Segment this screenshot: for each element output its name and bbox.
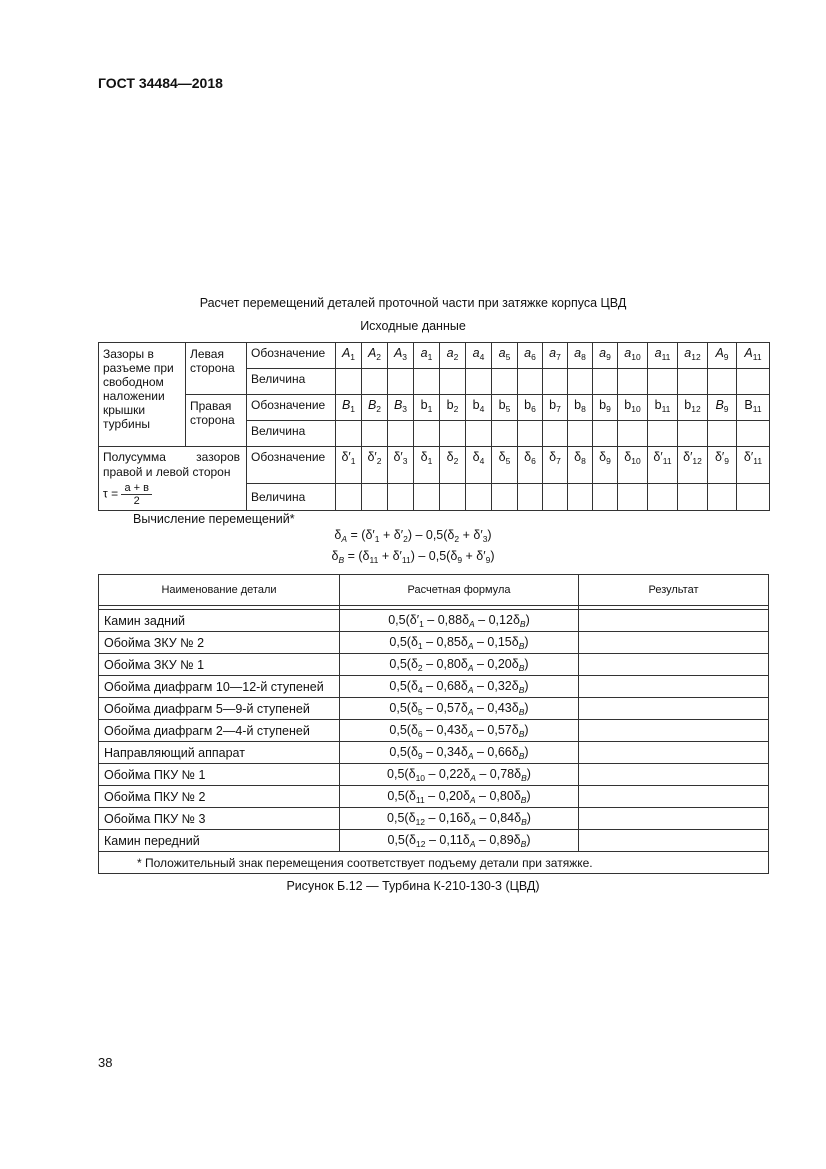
symbol-cell: $B_1$ xyxy=(336,395,362,421)
left-side-label: Левая сторона xyxy=(186,343,247,395)
value-cell xyxy=(593,484,618,511)
symbol-cell: $A_3$ xyxy=(388,343,414,369)
value-cell xyxy=(336,484,362,511)
value-cell xyxy=(593,369,618,395)
value-cell xyxy=(492,421,518,447)
symbol-cell: $a_9$ xyxy=(593,343,618,369)
value-cell xyxy=(618,369,648,395)
table-row xyxy=(99,786,769,808)
symbol-cell: $\delta'_{11}$ xyxy=(737,447,770,484)
value-cell xyxy=(336,421,362,447)
value-cell xyxy=(492,369,518,395)
symbol-cell: $\delta'_9$ xyxy=(708,447,737,484)
left-designation-row xyxy=(99,343,770,369)
designation-label: Обозначение xyxy=(247,447,336,484)
value-cell xyxy=(466,421,492,447)
part-formula: $0,5(\delta_1 - 0,85\delta_A - 0,15\delta_B)$ xyxy=(340,632,579,654)
value-cell xyxy=(518,484,543,511)
symbol-cell: $\delta_5$ xyxy=(492,447,518,484)
symbol-cell: $B_{11}$ xyxy=(737,395,770,421)
part-name: Камин передний xyxy=(99,830,340,852)
tau-numerator: a + в xyxy=(121,482,152,495)
formula-delta-a: $\delta_A = (\delta'_1 + \delta'_2) - 0,5(\delta_2 + \delta'_3)$ xyxy=(334,528,492,544)
designation-label: Обозначение xyxy=(247,343,336,369)
table-row xyxy=(99,610,769,632)
value-cell xyxy=(362,369,388,395)
symbol-cell: $B_9$ xyxy=(708,395,737,421)
value-cell xyxy=(568,421,593,447)
calc-title: Вычисление перемещений* xyxy=(133,512,295,526)
value-cell xyxy=(388,369,414,395)
symbol-cell: $\delta'_{12}$ xyxy=(678,447,708,484)
part-formula: $0,5(\delta'_1 - 0,88\delta_A - 0,12\delta_B)$ xyxy=(340,610,579,632)
value-cell xyxy=(388,421,414,447)
symbol-cell: $b_6$ xyxy=(518,395,543,421)
table-row xyxy=(99,808,769,830)
value-cell xyxy=(708,421,737,447)
symbol-cell: $a_{10}$ xyxy=(618,343,648,369)
part-result xyxy=(579,676,769,698)
tau-denominator: 2 xyxy=(133,495,140,507)
value-cell xyxy=(388,484,414,511)
value-label: Величина xyxy=(247,421,336,447)
gap-group-label: Зазоры в разъеме при свободном наложении крышки турбины xyxy=(99,343,186,447)
value-cell xyxy=(618,421,648,447)
symbol-cell: $\delta_{10}$ xyxy=(618,447,648,484)
symbol-cell: $b_{11}$ xyxy=(648,395,678,421)
part-formula: $0,5(\delta_{12} - 0,11\delta_A - 0,89\delta_B)$ xyxy=(340,830,579,852)
part-formula: $0,5(\delta_{12} - 0,16\delta_A - 0,84\delta_B)$ xyxy=(340,808,579,830)
symbol-cell: $a_8$ xyxy=(568,343,593,369)
table-row xyxy=(99,698,769,720)
value-cell xyxy=(648,369,678,395)
part-result xyxy=(579,698,769,720)
table-row xyxy=(99,720,769,742)
part-formula: $0,5(\delta_5 - 0,57\delta_A - 0,43\delta_B)$ xyxy=(340,698,579,720)
value-cell xyxy=(362,421,388,447)
table-row xyxy=(99,830,769,852)
part-name: Обойма ПКУ № 3 xyxy=(99,808,340,830)
symbol-cell: $\delta'_1$ xyxy=(336,447,362,484)
value-cell xyxy=(568,369,593,395)
value-cell xyxy=(518,369,543,395)
tau-fraction xyxy=(121,482,152,507)
table-row xyxy=(99,742,769,764)
symbol-cell: $a_2$ xyxy=(440,343,466,369)
value-cell xyxy=(648,421,678,447)
table-caption: Расчет перемещений деталей проточной части при затяжке корпуса ЦВД xyxy=(199,296,627,310)
value-cell xyxy=(362,484,388,511)
symbol-cell: $b_4$ xyxy=(466,395,492,421)
value-cell xyxy=(593,421,618,447)
input-data-table xyxy=(98,342,770,511)
part-result xyxy=(579,654,769,676)
value-cell xyxy=(708,369,737,395)
symbol-cell: $a_5$ xyxy=(492,343,518,369)
part-result xyxy=(579,786,769,808)
part-name: Камин задний xyxy=(99,610,340,632)
document-header: ГОСТ 34484—2018 xyxy=(98,75,223,91)
figure-caption: Рисунок Б.12 — Турбина К-210-130-3 (ЦВД) xyxy=(286,879,540,893)
part-formula: $0,5(\delta_{10} - 0,22\delta_A - 0,78\delta_B)$ xyxy=(340,764,579,786)
symbol-cell: $b_8$ xyxy=(568,395,593,421)
symbol-cell: $\delta_2$ xyxy=(440,447,466,484)
value-cell xyxy=(414,421,440,447)
footnote: * Положительный знак перемещения соответствует подъему детали при затяжке. xyxy=(99,852,769,874)
part-result xyxy=(579,764,769,786)
designation-label: Обозначение xyxy=(247,395,336,421)
part-formula: $0,5(\delta_9 - 0,34\delta_A - 0,66\delta_B)$ xyxy=(340,742,579,764)
symbol-cell: $a_4$ xyxy=(466,343,492,369)
value-cell xyxy=(618,484,648,511)
part-result xyxy=(579,720,769,742)
table-row xyxy=(99,632,769,654)
col-header-part-name: Наименование детали xyxy=(99,575,340,606)
half-sum-cell xyxy=(99,447,247,511)
symbol-cell: $\delta'_3$ xyxy=(388,447,414,484)
value-cell xyxy=(492,484,518,511)
formula-delta-b: $\delta_B = (\delta_{11} + \delta'_{11}) - 0,5(\delta_9 + \delta'_9)$ xyxy=(331,549,495,565)
part-name: Обойма ЗКУ № 2 xyxy=(99,632,340,654)
part-formula: $0,5(\delta_2 - 0,80\delta_A - 0,20\delta_B)$ xyxy=(340,654,579,676)
page-number: 38 xyxy=(98,1055,113,1070)
symbol-cell: $B_2$ xyxy=(362,395,388,421)
tau-formula xyxy=(103,482,246,507)
value-cell xyxy=(440,484,466,511)
delta-designation-row xyxy=(99,447,770,484)
value-cell xyxy=(543,484,568,511)
symbol-cell: $A_9$ xyxy=(708,343,737,369)
part-formula: $0,5(\delta_{11} - 0,20\delta_A - 0,80\delta_B)$ xyxy=(340,786,579,808)
part-name: Обойма диафрагм 10—12-й ступеней xyxy=(99,676,340,698)
value-cell xyxy=(737,421,770,447)
symbol-cell: $a_{11}$ xyxy=(648,343,678,369)
footnote-row xyxy=(99,852,769,874)
part-formula: $0,5(\delta_4 - 0,68\delta_A - 0,32\delta_B)$ xyxy=(340,676,579,698)
value-cell xyxy=(708,484,737,511)
value-cell xyxy=(414,484,440,511)
value-cell xyxy=(466,484,492,511)
symbol-cell: $b_2$ xyxy=(440,395,466,421)
part-name: Обойма ПКУ № 1 xyxy=(99,764,340,786)
symbol-cell: $\delta_7$ xyxy=(543,447,568,484)
part-result xyxy=(579,808,769,830)
value-cell xyxy=(737,369,770,395)
symbol-cell: $B_3$ xyxy=(388,395,414,421)
symbol-cell: $b_7$ xyxy=(543,395,568,421)
right-side-label: Правая сторона xyxy=(186,395,247,447)
part-result xyxy=(579,610,769,632)
right-designation-row xyxy=(99,395,770,421)
value-cell xyxy=(414,369,440,395)
symbol-cell: $b_9$ xyxy=(593,395,618,421)
value-label: Величина xyxy=(247,484,336,511)
symbol-cell: $b_1$ xyxy=(414,395,440,421)
value-cell xyxy=(466,369,492,395)
symbol-cell: $\delta_6$ xyxy=(518,447,543,484)
symbol-cell: $A_2$ xyxy=(362,343,388,369)
results-table xyxy=(98,574,769,874)
col-header-result: Результат xyxy=(579,575,769,606)
symbol-cell: $\delta_8$ xyxy=(568,447,593,484)
table-subcaption: Исходные данные xyxy=(360,319,466,333)
symbol-cell: $\delta'_{11}$ xyxy=(648,447,678,484)
symbol-cell: $a_6$ xyxy=(518,343,543,369)
symbol-cell: $a_1$ xyxy=(414,343,440,369)
symbol-cell: $a_7$ xyxy=(543,343,568,369)
part-result xyxy=(579,742,769,764)
value-cell xyxy=(568,484,593,511)
results-header-row xyxy=(99,575,769,606)
symbol-cell: $A_1$ xyxy=(336,343,362,369)
symbol-cell: $A_{11}$ xyxy=(737,343,770,369)
part-result xyxy=(579,830,769,852)
value-cell xyxy=(440,421,466,447)
value-cell xyxy=(678,421,708,447)
part-name: Обойма ЗКУ № 1 xyxy=(99,654,340,676)
value-cell xyxy=(440,369,466,395)
value-cell xyxy=(678,369,708,395)
value-cell xyxy=(518,421,543,447)
value-cell xyxy=(543,369,568,395)
part-name: Обойма диафрагм 5—9-й ступеней xyxy=(99,698,340,720)
col-header-formula: Расчетная формула xyxy=(340,575,579,606)
symbol-cell: $b_{12}$ xyxy=(678,395,708,421)
part-name: Направляющий аппарат xyxy=(99,742,340,764)
symbol-cell: $\delta_1$ xyxy=(414,447,440,484)
symbol-cell: $b_5$ xyxy=(492,395,518,421)
table-row xyxy=(99,654,769,676)
value-cell xyxy=(737,484,770,511)
symbol-cell: $b_{10}$ xyxy=(618,395,648,421)
symbol-cell: $\delta_4$ xyxy=(466,447,492,484)
part-name: Обойма диафрагм 2—4-й ступеней xyxy=(99,720,340,742)
table-row xyxy=(99,764,769,786)
symbol-cell: $a_{12}$ xyxy=(678,343,708,369)
value-cell xyxy=(543,421,568,447)
value-cell xyxy=(678,484,708,511)
part-result xyxy=(579,632,769,654)
value-cell xyxy=(336,369,362,395)
value-cell xyxy=(648,484,678,511)
part-name: Обойма ПКУ № 2 xyxy=(99,786,340,808)
symbol-cell: $\delta_9$ xyxy=(593,447,618,484)
table-row xyxy=(99,676,769,698)
symbol-cell: $\delta'_2$ xyxy=(362,447,388,484)
half-sum-label: Полусумма зазоров правой и левой сторон xyxy=(103,450,240,479)
value-label: Величина xyxy=(247,369,336,395)
part-formula: $0,5(\delta_6 - 0,43\delta_A - 0,57\delta_B)$ xyxy=(340,720,579,742)
tau-symbol: τ = xyxy=(103,486,119,501)
